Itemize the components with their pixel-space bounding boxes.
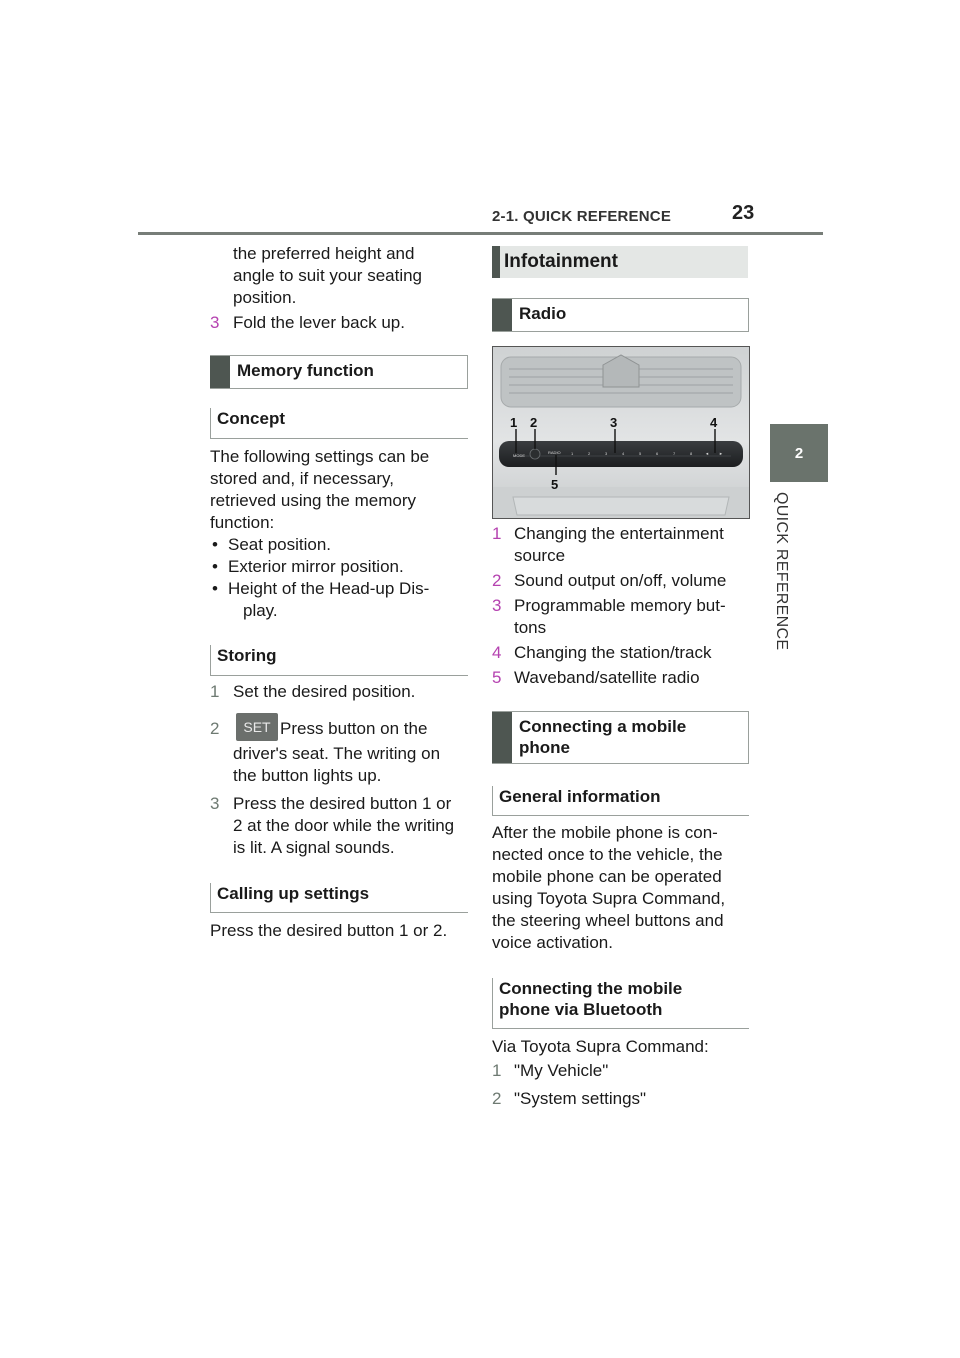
general-information-paragraph: After the mobile phone is con- nected once to the vehicle, the mobile phone can be operated using Toyota Supra Command, the steering wheel buttons and voice activation. xyxy=(492,823,726,952)
panel-label-mode: MODE xyxy=(513,453,525,458)
radio-heading: Radio xyxy=(492,298,749,332)
header-rule xyxy=(138,232,823,235)
memory-function-heading: Memory function xyxy=(210,355,468,389)
connecting-mobile-phone-heading: Connecting a mobile phone xyxy=(492,711,749,764)
calling-up-text: Press the desired button 1 or 2. xyxy=(210,921,448,940)
intro-paragraph: the preferred height and angle to suit your seating position. xyxy=(233,244,423,307)
panel-label-5: 5 xyxy=(639,451,642,456)
list-item: • Seat position. xyxy=(212,535,332,554)
callout-5: 5 xyxy=(551,477,559,492)
page-number: 23 xyxy=(732,202,755,224)
calling-up-settings-heading: Calling up settings xyxy=(210,883,468,913)
list-item: • Height of the Head-up Dis- play. xyxy=(212,579,430,620)
radio-panel-figure xyxy=(492,346,750,519)
panel-label-1: 1 xyxy=(571,451,574,456)
panel-label-4: 4 xyxy=(622,451,625,456)
concept-heading: Concept xyxy=(210,408,468,439)
panel-label-prev: ◄ xyxy=(705,451,709,456)
panel-label-next: ► xyxy=(719,451,723,456)
bluetooth-heading: Connecting the mobile phone via Bluetooth xyxy=(492,978,749,1029)
callout-2: 2 xyxy=(530,415,538,430)
memory-bullet-list xyxy=(210,534,470,622)
panel-label-3: 3 xyxy=(605,451,608,456)
chapter-tab[interactable]: 2 xyxy=(770,424,828,482)
running-header: 2-1. QUICK REFERENCE xyxy=(492,208,672,225)
chapter-label: QUICK REFERENCE xyxy=(773,492,790,651)
callout-1: 1 xyxy=(510,415,518,430)
concept-paragraph: The following settings can be stored and, if necessary, retrieved using the memory function: xyxy=(210,447,430,532)
list-item: • Exterior mirror position. xyxy=(212,557,404,576)
volume-knob-icon xyxy=(530,449,540,459)
callout-4: 4 xyxy=(710,415,718,430)
storing-heading: Storing xyxy=(210,645,468,676)
radio-panel-illustration xyxy=(493,347,749,518)
set-button-icon: SET xyxy=(236,713,278,741)
panel-label-6: 6 xyxy=(656,451,659,456)
panel-label-8: 8 xyxy=(690,451,693,456)
callout-3: 3 xyxy=(610,415,618,430)
infotainment-heading: Infotainment xyxy=(492,246,748,278)
storing-step-2: 2 Press button on the driver's seat. The writing on the button lights up. xyxy=(210,719,441,785)
radio-legend-list: 1 Changing the entertainment source 2 Sound output on/off, volume 3 Programmable memory but- tons 4 Changing the station/track 5 Waveband/satellite radio xyxy=(492,524,727,687)
general-information-heading: General information xyxy=(492,786,749,816)
via-command-text: Via Toyota Supra Command: xyxy=(492,1037,709,1056)
storing-step-3: 3 Press the desired button 1 or 2 at the door while the writing is lit. A signal sounds. xyxy=(210,794,455,857)
panel-label-radio: RADIO xyxy=(548,450,561,455)
panel-label-7: 7 xyxy=(673,451,676,456)
panel-label-2: 2 xyxy=(588,451,591,456)
